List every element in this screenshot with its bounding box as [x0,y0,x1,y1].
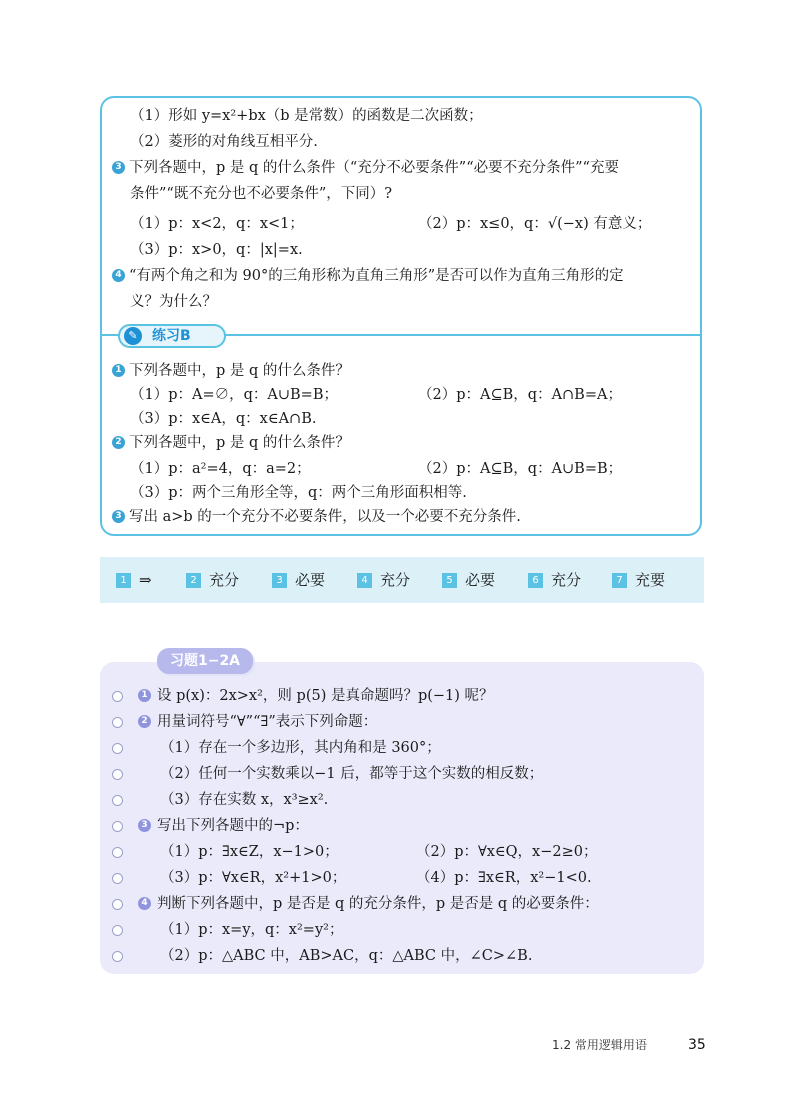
answer-strip [100,557,704,603]
bullet-circle-icon [112,925,123,936]
text-line: （1）形如 y=x²+bx（b 是常数）的函数是二次函数； [130,108,483,124]
answer-number: 6 [528,573,543,588]
practice-b-q1 [112,360,350,382]
question-3 [112,157,619,179]
text-line: 设 p(x)：2x>x²，则 p(5) 是真命题吗？p(−1) 呢？ [157,688,494,704]
text-line: （2）任何一个实数乘以−1 后，都等于这个实数的相反数； [160,766,544,782]
exercise-box-top [100,96,702,536]
text-line: （1）p：a²=4，q：a=2； [130,461,311,477]
bullet-circle-icon [112,873,123,884]
answer-item [357,570,410,590]
text-line: 写出下列各题中的¬p： [157,818,309,834]
text-line: （3）p：x∈A，q：x∈A∩B. [130,411,317,427]
text-line: 用量词符号“∀”“∃”表示下列命题： [157,714,378,730]
bullet-circle-icon [112,899,123,910]
text-line: （3）p：x>0，q：|x|=x. [130,242,303,258]
answer-text: 必要 [465,571,496,589]
text-line: 下列各题中，p 是 q 的什么条件（“充分不必要条件”“必要不充分条件”“充要 [129,160,619,176]
answer-text: 充分 [380,571,411,589]
footer-section-title: 1.2 常用逻辑用语 [552,1038,647,1052]
answer-number: 2 [186,573,201,588]
text-line: （1）p：x=y，q：x²=y²； [160,922,344,938]
answer-item [186,570,239,590]
text-line: （3）p：∀x∈R，x²+1>0； [160,870,347,886]
text-line: （2）p：△ABC 中，AB>AC，q：△ABC 中，∠C>∠B. [160,948,533,964]
question-number-badge: 3 [112,161,125,174]
text-line: 判断下列各题中，p 是否是 q 的充分条件，p 是否是 q 的必要条件： [157,896,599,912]
bullet-circle-icon [112,821,123,832]
answer-number: 5 [442,573,457,588]
answer-item [612,570,665,590]
text-line: （1）p：x<2，q：x<1； [130,216,304,232]
text-line: 条件”“既不充分也不必要条件”，下同）? [130,186,393,202]
exercise-a-tab [157,648,253,674]
question-number-badge: 2 [138,715,151,728]
text-line: （1）存在一个多边形，其内角和是 360°； [160,740,441,756]
practice-b-q3 [112,506,521,528]
text-line: （2）p：A⊆B，q：A∪B=B； [418,461,623,477]
text-line: （2）菱形的对角线互相平分. [130,134,318,150]
answer-text: 充分 [551,571,582,589]
pencil-icon: ✎ [124,327,142,345]
question-number-badge: 1 [138,689,151,702]
answer-number: 3 [272,573,287,588]
bullet-circle-icon [112,847,123,858]
text-line: （3）存在实数 x，x³≥x². [160,792,329,808]
text-line: 下列各题中，p 是 q 的什么条件？ [129,363,350,379]
answer-text: 充分 [209,571,240,589]
text-line: （3）p：两个三角形全等，q：两个三角形面积相等. [130,485,467,501]
bullet-circle-icon [112,795,123,806]
text-line: 下列各题中，p 是 q 的什么条件？ [129,435,350,451]
exercise-a-q4 [138,893,599,915]
answer-text: 必要 [295,571,326,589]
exercise-a-q1 [138,685,494,707]
exercise-a-q2 [138,711,377,733]
question-number-badge: 3 [138,819,151,832]
answer-item [272,570,325,590]
question-number-badge: 4 [138,897,151,910]
text-line: “有两个角之和为 90°的三角形称为直角三角形”是否可以作为直角三角形的定 [129,268,624,284]
text-line: 写出 a>b 的一个充分不必要条件，以及一个必要不充分条件. [129,509,521,525]
text-line: （1）p：∃x∈Z，x−1>0； [160,844,339,860]
answer-number: 1 [116,573,131,588]
answer-number: 7 [612,573,627,588]
answer-item [528,570,581,590]
practice-b-tag [118,324,226,348]
answer-text: 充要 [635,571,666,589]
bullet-circle-icon [112,691,123,702]
text-line: （2）p：A⊆B，q：A∩B=A； [418,387,622,403]
answer-text: ⇒ [139,571,152,589]
question-number-badge: 2 [112,436,125,449]
page-number: 35 [688,1037,706,1053]
question-4 [112,265,624,287]
bullet-circle-icon [112,717,123,728]
question-number-badge: 1 [112,364,125,377]
text-line: 义？为什么？ [130,294,217,310]
text-line: （2）p：x≤0，q：√(−x) 有意义； [418,216,652,232]
bullet-circle-icon [112,951,123,962]
practice-b-q2 [112,432,350,454]
bullet-circle-icon [112,743,123,754]
answer-number: 4 [357,573,372,588]
bullet-circle-icon [112,769,123,780]
question-number-badge: 3 [112,510,125,523]
exercise-a-q3 [138,815,309,837]
exercise-a-label: 习题1−2A [169,653,241,669]
answer-item [116,570,152,590]
text-line: （1）p：A=∅，q：A∪B=B； [130,387,338,403]
text-line: （4）p：∃x∈R，x²−1<0. [416,870,592,886]
answer-item [442,570,495,590]
question-number-badge: 4 [112,269,125,282]
text-line: （2）p：∀x∈Q，x−2≥0； [416,844,598,860]
practice-b-label: 练习B [152,328,191,344]
